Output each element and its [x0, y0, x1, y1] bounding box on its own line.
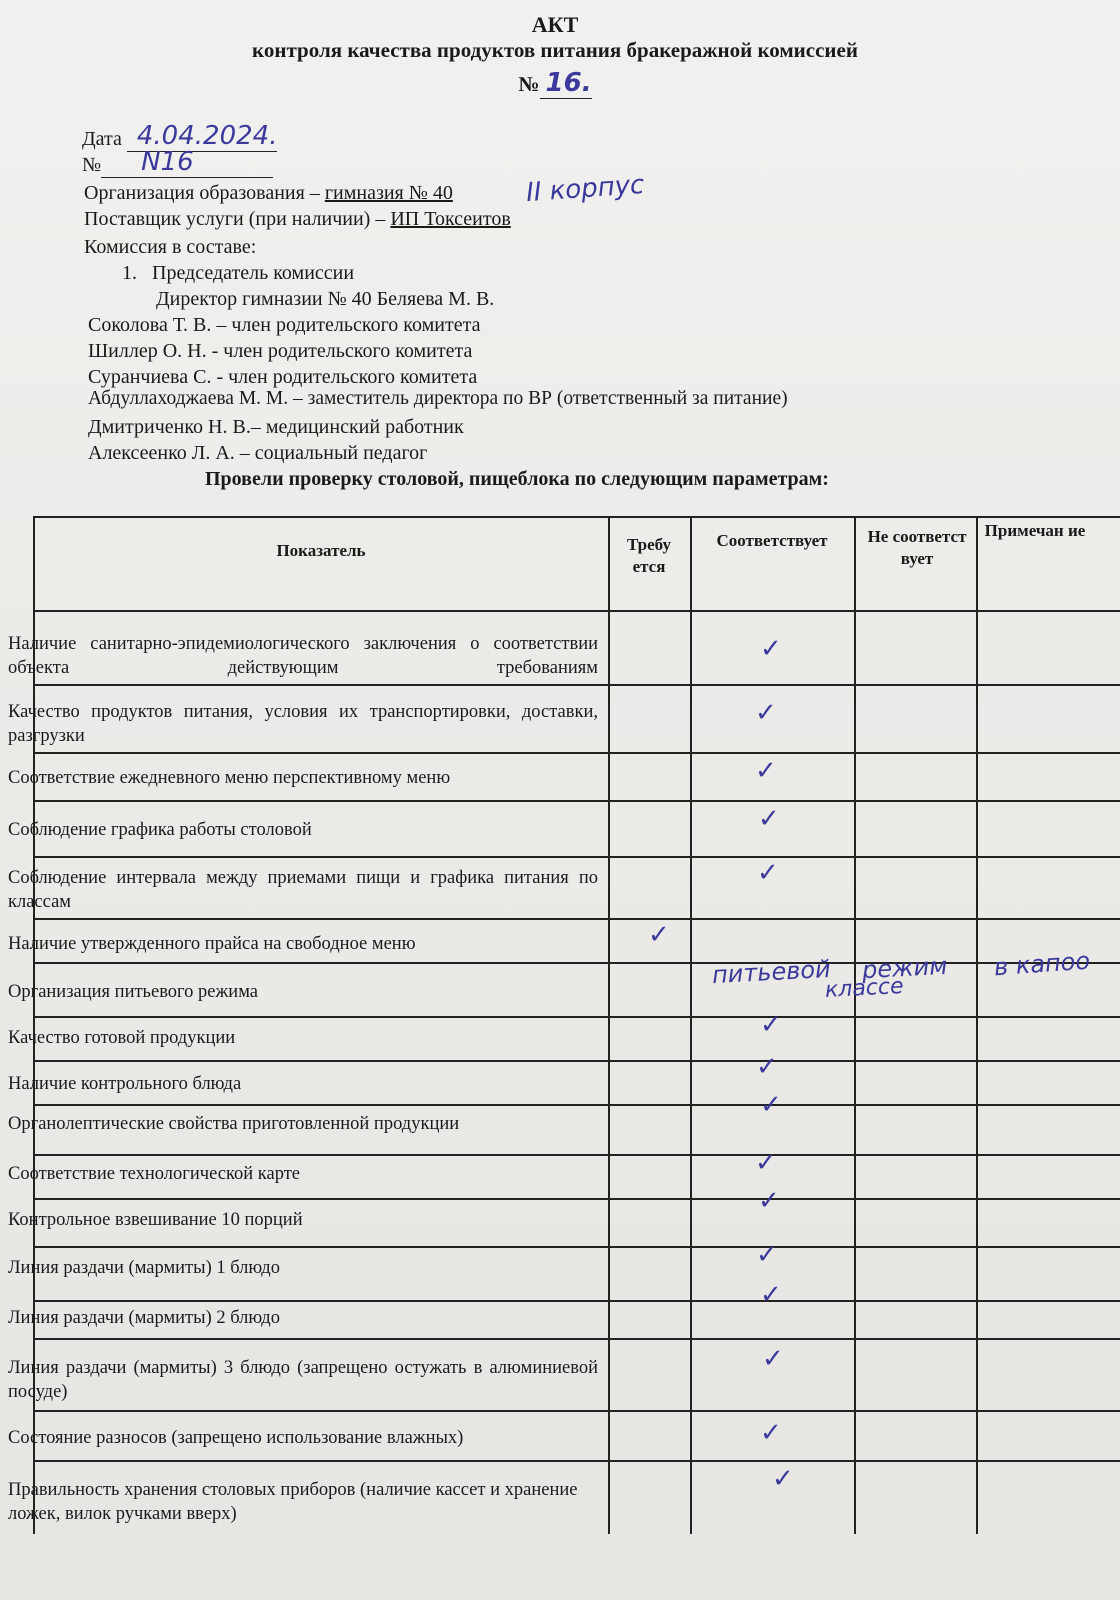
row-15-border [33, 1410, 1120, 1412]
header-note: Примечан ие [984, 521, 1086, 540]
row-7-handwritten-conforms: питьевой [711, 954, 832, 990]
row-5-border [33, 918, 1120, 920]
member-2: Шиллер О. Н. - член родительского комитета [88, 340, 473, 362]
header-conforms: Соответствует [716, 531, 828, 550]
row-16-border [33, 1460, 1120, 1462]
row-13-indicator: Линия раздачи (мармиты) 1 блюдо [8, 1258, 280, 1278]
header-indicator: Показатель [276, 541, 366, 560]
organization-label: Организация образования – [84, 182, 320, 204]
chair-line [122, 262, 354, 285]
table-top-border [33, 516, 1120, 518]
organization-line [84, 169, 646, 209]
act-subtitle: контроля качества продуктов питания бракеражной комиссией [252, 38, 858, 62]
row-7-handwritten-not-conforms: режим [861, 951, 949, 985]
chair-name: Директор гимназии № 40 Беляева М. В. [156, 288, 495, 310]
row-2-indicator: Качество продуктов питания, условия их транспортировки, доставки, разгрузки [8, 702, 598, 746]
row-12-indicator: Контрольное взвешивание 10 порций [8, 1210, 303, 1230]
member-1: Соколова Т. В. – член родительского комитета [88, 314, 481, 336]
row-17-indicator: Правильность хранения столовых приборов (наличие кассет и хранение ложек, вилок ручками вверх) [8, 1480, 578, 1524]
row-6-indicator: Наличие утвержденного прайса на свободное меню [8, 934, 416, 954]
row-6-border [33, 962, 1120, 964]
row-9-check: ✓ [756, 1052, 778, 1082]
date-handwritten: 4.04.2024. [136, 121, 278, 151]
row-11-check: ✓ [755, 1148, 777, 1178]
row-15-check: ✓ [762, 1344, 784, 1374]
row-4-border [33, 856, 1120, 858]
row-3-indicator: Соответствие ежедневного меню перспективному меню [8, 768, 451, 788]
member-4: Абдуллаходжаева М. М. – заместитель директора по ВР (ответственный за питание) [88, 388, 788, 409]
row-12-border [33, 1246, 1120, 1248]
row-13-check: ✓ [756, 1240, 778, 1270]
row-8-indicator: Качество готовой продукции [8, 1028, 236, 1048]
row-9-border [33, 1104, 1120, 1106]
row-3-check: ✓ [755, 756, 777, 786]
act-number [0, 68, 1110, 99]
row-7-indicator: Организация питьевого режима [8, 982, 258, 1002]
header-bottom-border [33, 610, 1120, 612]
organization-handwritten-note: II корпус [525, 169, 646, 209]
row-17-check: ✓ [772, 1464, 794, 1494]
row-6-check-required: ✓ [648, 920, 670, 950]
row-4-indicator: Соблюдение графика работы столовой [8, 820, 312, 840]
organization-value: гимназия № 40 [324, 182, 453, 204]
row-10-check: ✓ [760, 1090, 782, 1120]
member-6: Алексеенко Л. А. – социальный педагог [88, 442, 428, 464]
row-16-indicator: Состояние разносов (запрещено использование влажных) [8, 1428, 464, 1448]
row-14-check: ✓ [760, 1280, 782, 1310]
act-number-prefix: № [518, 72, 540, 96]
section-title: Провели проверку столовой, пищеблока по следующим параметрам: [205, 468, 829, 490]
supplier-value: ИП Токсеитов [390, 208, 511, 230]
act-number-handwritten: 16. [545, 68, 592, 98]
act-title: АКТ [531, 12, 579, 37]
column-divider-1 [608, 516, 610, 1534]
row-10-border [33, 1154, 1120, 1156]
row-12-check: ✓ [758, 1186, 780, 1216]
row-7-handwritten-below: классе [824, 973, 905, 1004]
number-line [82, 147, 273, 178]
row-16-check: ✓ [760, 1418, 782, 1448]
member-5: Дмитриченко Н. В.– медицинский работник [88, 416, 464, 438]
row-1-border [33, 684, 1120, 686]
column-divider-3 [854, 516, 856, 1534]
supplier-label: Поставщик услуги (при наличии) – [84, 208, 386, 230]
column-divider-2 [690, 516, 692, 1534]
row-7-border [33, 1016, 1120, 1018]
row-1-check: ✓ [760, 634, 782, 664]
row-10-indicator: Органолептические свойства приготовленной продукции [8, 1114, 460, 1134]
row-8-border [33, 1060, 1120, 1062]
member-3: Суранчиева С. - член родительского комитета [88, 366, 478, 388]
row-1-indicator: Наличие санитарно-эпидемиологического заключения о соответствии объекта действующим требованиям [8, 634, 598, 678]
act-number-field [540, 68, 592, 99]
row-2-check: ✓ [755, 698, 777, 728]
row-9-indicator: Наличие контрольного блюда [8, 1074, 242, 1094]
row-5-indicator: Соблюдение интервала между приемами пищи и графика питания по классам [8, 868, 598, 912]
column-divider-4 [976, 516, 978, 1534]
header-not-conforms: Не соответст вует [867, 527, 967, 568]
date-label: Дата [82, 128, 122, 150]
commission-label: Комиссия в составе: [84, 236, 257, 258]
header-required: Требу ется [626, 535, 672, 576]
row-4-check: ✓ [758, 804, 780, 834]
row-11-indicator: Соответствие технологической карте [8, 1164, 301, 1184]
row-7-handwritten-note: в капоо [993, 946, 1091, 982]
row-13-border [33, 1300, 1120, 1302]
row-5-check: ✓ [757, 858, 779, 888]
supplier-line [84, 208, 511, 231]
row-15-indicator: Линия раздачи (мармиты) 3 блюдо (запрещено остужать в алюминиевой посуде) [8, 1358, 598, 1402]
row-2-border [33, 752, 1120, 754]
row-14-indicator: Линия раздачи (мармиты) 2 блюдо [8, 1308, 280, 1328]
row-11-border [33, 1198, 1120, 1200]
chair-title: Председатель комиссии [152, 262, 355, 284]
chair-index: 1. [122, 262, 137, 284]
row-8-check: ✓ [760, 1010, 782, 1040]
row-3-border [33, 800, 1120, 802]
number-field [101, 147, 273, 178]
number-label: № [82, 154, 102, 176]
number-handwritten: N16 [141, 147, 194, 177]
row-14-border [33, 1338, 1120, 1340]
